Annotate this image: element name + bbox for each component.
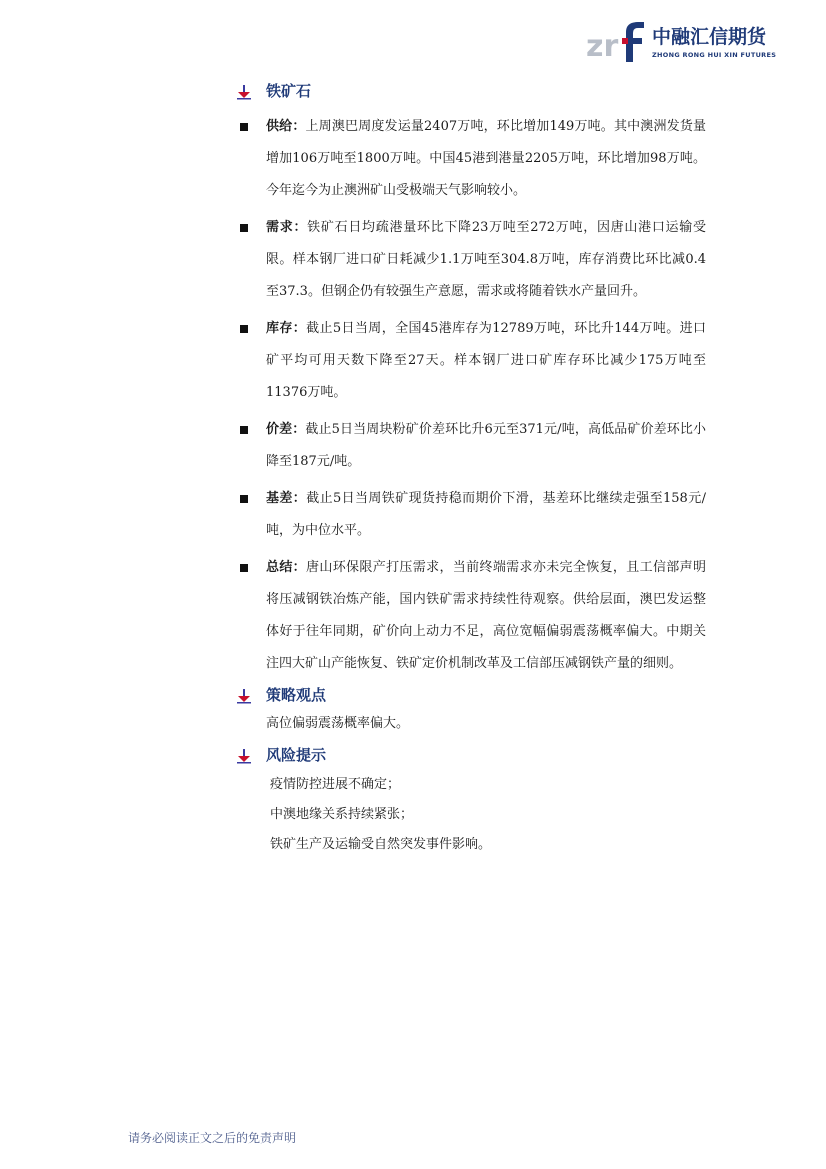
bullet-text: 截止5日当周块粉矿价差环比升6元至371元/吨，高低品矿价差环比小降至187元/吨。 — [266, 422, 706, 469]
logo-chinese-name: 中融汇信期货 — [652, 26, 767, 48]
footer-disclaimer: 请务必阅读正文之后的免责声明 — [128, 1131, 297, 1145]
logo-english-name: ZHONG RONG HUI XIN FUTURES — [652, 51, 777, 59]
bullet-basis — [236, 483, 706, 547]
bullet-label: 总结： — [266, 560, 307, 575]
square-bullet-icon — [240, 123, 248, 131]
section-heading-risk — [236, 742, 706, 770]
section-title: 铁矿石 — [266, 82, 312, 100]
bullet-text: 唐山环保限产打压需求，当前终端需求亦未完全恢复，且工信部声明将压减钢铁冶炼产能，国内铁矿需求持续性待观察。供给层面，澳巴发运整体好于往年同期，矿价向上动力不足，高位宽幅偏弱震荡概率偏大。中期关注四大矿山产能恢复、铁矿定价机制改革及工信部压减钢铁产量的细则。 — [266, 560, 706, 671]
arrow-down-marker-icon — [236, 748, 252, 764]
bullet-text: 上周澳巴周度发运量2407万吨，环比增加149万吨。其中澳洲发货量增加106万吨至1800万吨。中国45港到港量2205万吨，环比增加98万吨。今年迄今为止澳洲矿山受极端天气影响较小。 — [266, 119, 706, 198]
bullet-label: 基差： — [266, 491, 307, 506]
bullet-spread — [236, 414, 706, 478]
risk-item: 疫情防控进展不确定； — [270, 777, 401, 792]
bullet-label: 供给： — [266, 119, 306, 134]
bullet-text: 截止5日当周，全国45港库存为12789万吨，环比升144万吨。进口矿平均可用天数下降至27天。样本钢厂进口矿库存环比减少175万吨至11376万吨。 — [266, 321, 706, 400]
bullet-label: 库存： — [266, 321, 307, 336]
strategy-text: 高位偏弱震荡概率偏大。 — [266, 716, 410, 731]
arrow-down-marker-icon — [236, 84, 252, 100]
square-bullet-icon — [240, 564, 248, 572]
section-heading-strategy — [236, 682, 706, 710]
company-logo — [586, 18, 776, 64]
bullet-inventory — [236, 313, 706, 409]
risk-item: 铁矿生产及运输受自然突发事件影响。 — [270, 837, 492, 852]
section-title: 策略观点 — [266, 686, 327, 704]
square-bullet-icon — [240, 224, 248, 232]
report-content — [236, 76, 706, 860]
bullet-label: 价差： — [266, 422, 306, 437]
bullet-label: 需求： — [266, 220, 308, 235]
square-bullet-icon — [240, 426, 248, 434]
svg-text:zr: zr — [586, 29, 619, 64]
arrow-down-marker-icon — [236, 688, 252, 704]
zrf-logo-mark-icon — [586, 18, 648, 64]
square-bullet-icon — [240, 325, 248, 333]
bullet-summary — [236, 552, 706, 680]
section-title: 风险提示 — [266, 746, 327, 764]
bullet-demand — [236, 212, 706, 308]
section-heading-iron-ore — [236, 78, 706, 106]
bullet-text: 铁矿石日均疏港量环比下降23万吨至272万吨，因唐山港口运输受限。样本钢厂进口矿日耗减少1.1万吨至304.8万吨，库存消费比环比减0.4至37.3。但钢企仍有较强生产意愿，需求或将随着铁水产量回升。 — [266, 220, 706, 299]
bullet-supply — [236, 111, 706, 207]
square-bullet-icon — [240, 495, 248, 503]
bullet-text: 截止5日当周铁矿现货持稳而期价下滑，基差环比继续走强至158元/吨，为中位水平。 — [266, 491, 706, 538]
risk-item: 中澳地缘关系持续紧张； — [270, 807, 414, 822]
